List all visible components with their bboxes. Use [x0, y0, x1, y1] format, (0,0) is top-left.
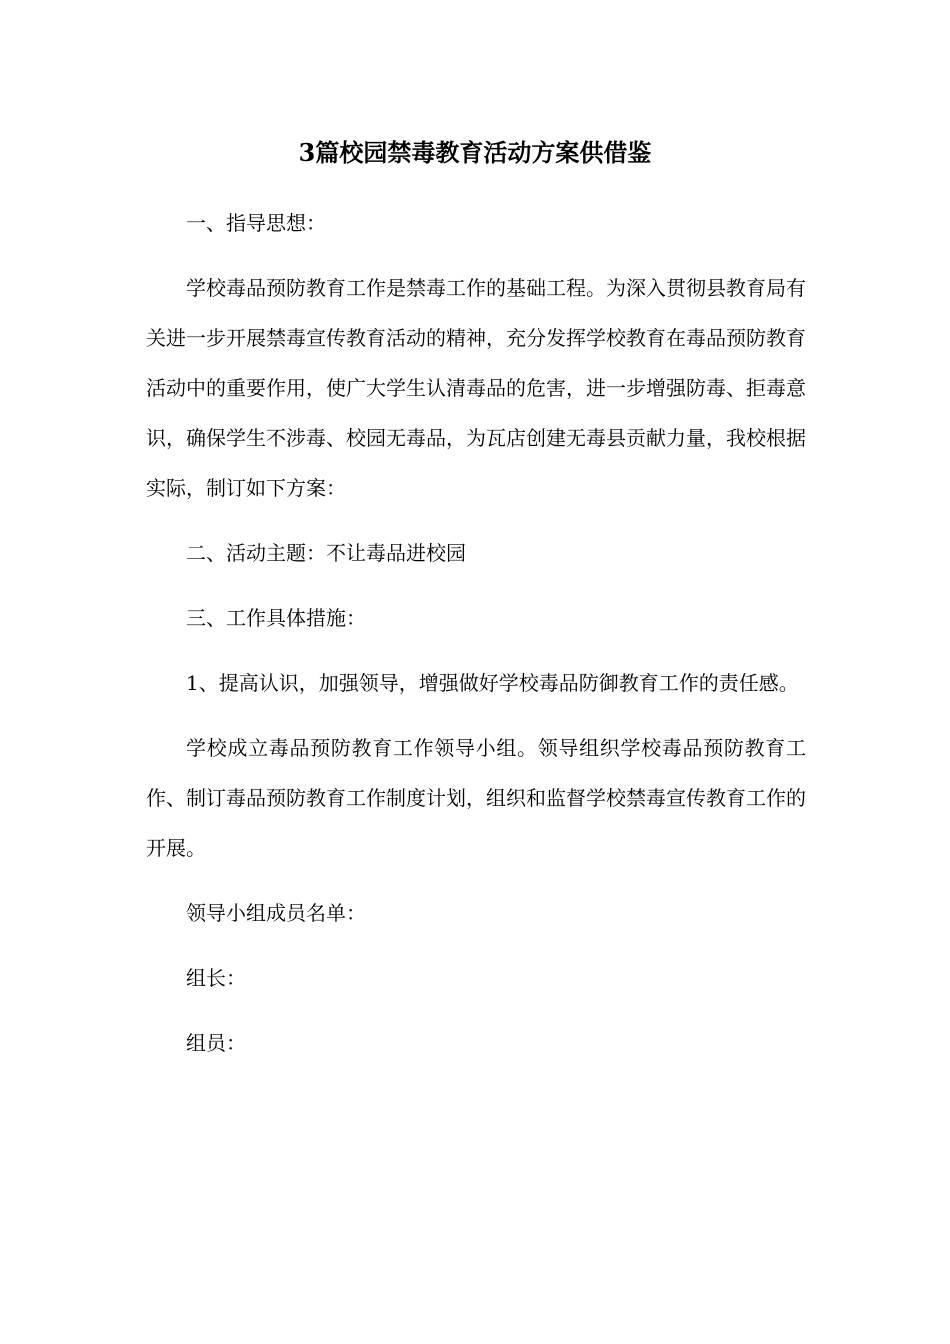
measure-item-1: 1、提高认识，加强领导，增强做好学校毒品防御教育工作的责任感。 [186, 671, 799, 695]
section-heading-guiding-thought: 一、指导思想： [186, 211, 326, 235]
section-heading-activity-theme: 二、活动主题：不让毒品进校园 [186, 541, 466, 565]
document-title: 3篇校园禁毒教育活动方案供借鉴 [298, 138, 652, 167]
document-body [146, 198, 806, 1083]
group-leader-line: 组长： [186, 966, 246, 990]
paragraph-leadership-group: 学校成立毒品预防教育工作领导小组。领导组织学校毒品预防教育工作、制订毒品预防教育工作制度计划，组织和监督学校禁毒宣传教育工作的开展。 [146, 736, 806, 860]
member-list-heading: 领导小组成员名单： [186, 901, 366, 925]
paragraph-guiding-thought: 学校毒品预防教育工作是禁毒工作的基础工程。为深入贯彻县教育局有关进一步开展禁毒宣传教育活动的精神，充分发挥学校教育在毒品预防教育活动中的重要作用，使广大学生认清毒品的危害，进一步增强防毒、拒毒意识，确保学生不涉毒、校园无毒品，为瓦店创建无毒县贡献力量，我校根据实际，制订如下方案： [146, 276, 806, 500]
section-heading-measures: 三、工作具体措施： [186, 606, 366, 630]
group-members-line: 组员： [186, 1031, 246, 1055]
